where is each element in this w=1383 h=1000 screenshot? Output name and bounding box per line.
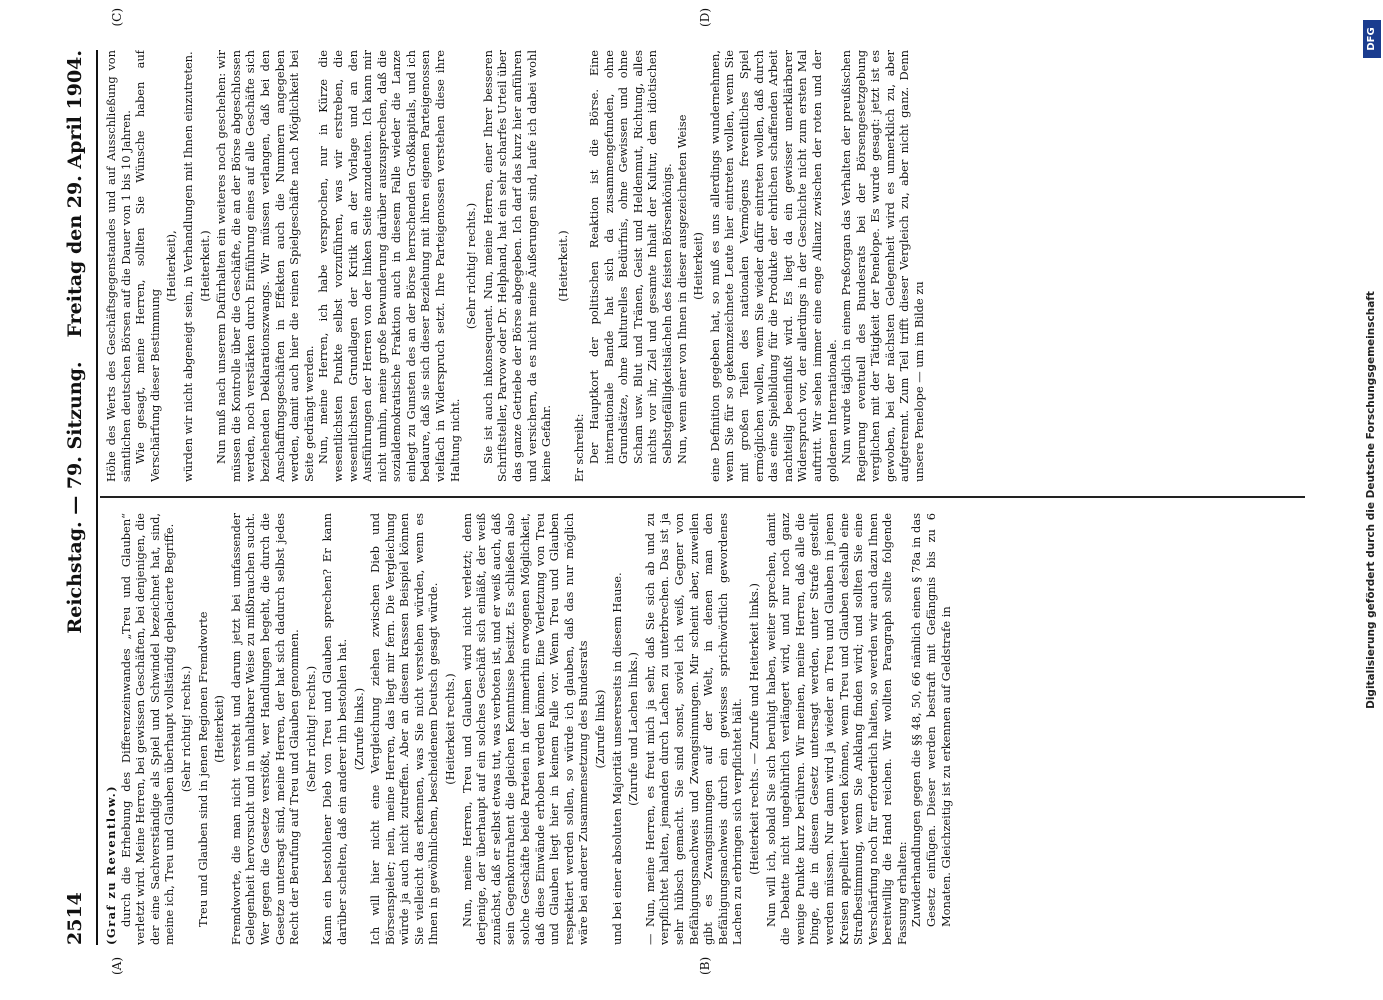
interjection: (Zurufe links.) xyxy=(351,687,366,771)
header-rule xyxy=(96,50,98,945)
paragraph: Er schreibt: xyxy=(572,413,587,482)
margin-marker-b: (B) xyxy=(698,956,712,975)
interjection: (Heiterkeit rechts.) xyxy=(443,673,458,785)
paragraph: eine Definition gegeben hat, so muß es uns allerdings wundernehmen, wenn Sie für so gekennzeichnete Leute hier eintreten wollen, wenn Sie mit großen Teilen des nationalen Vermögens freventliches Spiel ermöglichen wollen, wenn Sie wieder dafür eintreten wollen, daß durch das eine Spielbildung für die Produkte der ehrlichen schaffenden Arbeit nachteilig beeinflußt wird. Es liegt da ein gewisser unerklärbarer Widerspruch vor, der allerdings in der Geschichte nicht zum ersten Mal auftritt. Wir sehen immer eine enge Allianz zwischen der roten und der goldenen Internationale. xyxy=(707,50,839,482)
dfg-logo: DFG xyxy=(1363,20,1381,58)
margin-marker-d: (D) xyxy=(698,8,712,27)
paragraph: Zuwiderhandlungen gegen die §§ 48, 50, 66 nämlich einen § 78a in das Gesetz einfügen. Dieser werden bestraft mit Gefängnis bis zu 6 Monaten. Gleichzeitig ist zu erkennen auf Geldstrafe in xyxy=(909,513,953,927)
margin-marker-c: (C) xyxy=(110,8,124,27)
paragraph: Kann ein bestohlener Dieb von Treu und Glauben sprechen? Er kann darüber schelten, daß ein anderer ihn bestohlen hat. xyxy=(320,513,349,945)
paragraph: würden wir nicht abgeneigt sein, in Verhandlungen mit Ihnen einzutreten. xyxy=(180,51,195,482)
interjection: (Zurufe und Lachen links.) xyxy=(626,652,641,806)
paragraph: und bei einer absoluten Majorität unsererseits in diesem Hause. xyxy=(609,572,624,945)
paragraph: Ich will hier nicht eine Vergleichung ziehen zwischen Dieb und Börsenspieler; nein, meine Herren, das liegt mir fern. Die Vergleichung würde ja auch nicht zutreffen. Aber an diesem krassen Beispiel können Sie vielleicht das erkennen, was Sie nicht verstehen würden, wenn es Ihnen in gewöhnlichem, bescheidenem Deutsch gesagt würde. xyxy=(368,513,441,945)
interjection: (Zurufe links) xyxy=(593,689,607,769)
interjection: (Sehr richtig! rechts.) xyxy=(178,665,193,793)
interjection: (Heiterkeit rechts. — Zurufe und Heiterkeit links.) xyxy=(746,583,761,875)
paragraph: Nun, meine Herren, Treu und Glauben wird nicht verletzt; denn derjenige, der überhaupt auf ein solches Geschäft sich einläßt, der weiß zunächst, daß er selbst etwas tut, was verboten ist, und er weiß auch, daß sein Gegenkontrahent die gleichen Kenntnisse besitzt. Es schließen also solche Geschäfte beide Parteien in der immerhin erwogenen Möglichkeit, daß diese Einwände erhoben werden können. Eine Verletzung von Treu und Glauben liegt hier in keinem Falle vor. Wenn Treu und Glauben respektiert werden sollen, so würde ich glauben, daß das nur möglich wäre bei anderer Zusammensetzung des Bundesrats xyxy=(459,513,591,945)
interjection: (Heiterkeit) xyxy=(212,695,227,763)
margin-marker-a: (A) xyxy=(110,956,124,975)
paragraph: Nun, wenn einer von Ihnen in dieser ausgezeichneten Weise xyxy=(674,114,689,464)
paragraph: Nun, meine Herren, ich habe versprochen, nur in Kürze die wesentlichsten Punkte selbst vorzuführen, was wir erstreben, die wesentlichsten Grundlagen der Kritik an der Vorlage und an den Ausführungen der Herren von der linken Seite anzudeuten. Ich kann mir nicht umhin, meine große Bewunderung darüber auszusprechen, daß die sozialdemokratische Fraktion auch in diesem Falle wieder die Lanze einlegt zu Gunsten des an der Börse herrschenden Großkapitals, und ich bedaure, daß sie sich dieser Beziehung mit ihren eigenen Parteigenossen vielfach in Widerspruch setzt. Ihre Parteigenossen verstehen diese ihre Haltung nicht. xyxy=(316,50,462,482)
page-number: 2514 xyxy=(64,892,86,945)
paragraph: Wie gesagt, meine Herren, sollten Sie Wünsche haben auf Verschärfung dieser Bestimmung xyxy=(133,50,162,482)
left-column xyxy=(104,513,1304,945)
paragraph: Höhe des Werts des Geschäftsgegenstandes und auf Ausschließung von sämtlichen deutschen Börsen auf die Dauer von 1 bis 10 Jahren. xyxy=(104,50,133,482)
paragraph: Sie ist auch inkonsequent. Nun, meine Herren, einer Ihrer besseren Schriftsteller, Parvow oder Dr. Helphand, hat ein sehr scharfes Urteil über das ganze Getriebe der Börse abgegeben. Ich darf das kurz hier anführen und versichern, da es nicht meine Äußerungen sind, laufe ich dabei wohl keine Gefahr. xyxy=(480,50,554,482)
interjection: (Heiterkeit.) xyxy=(197,230,212,302)
interjection: (Sehr richtig! rechts.) xyxy=(464,202,479,330)
paragraph: Nun wurde täglich in einem Preßorgan das Verhalten der preußischen Regierung eventuell des Bundesrats bei der Börsengesetzgebung verglichen mit der Tätigkeit der Penelope. Es wurde gesagt: jetzt ist es gewoben, bei der nächsten Gelegenheit wird es unmerklich zu, aber aufgetrennt. Zum Teil trifft dieser Vergleich zu, aber nicht ganz. Denn unsere Penelope — um im Bilde zu xyxy=(839,50,927,482)
paragraph: Der Hauptkort der politischen Reaktion ist die Börse. Eine internationale Bande hat sich da zusammengefunden, ohne Grundsätze, ohne kulturelles Bedürfnis, ohne Gewissen und ohne Scham usw. Blut und Tränen, Geist und Heldenmut, Richtung, alles nichts vor ihr, Ziel und gesamte Inhalt der Kultur, dem idiotischen Selbstgefälligkeitslächeln des feisten Börsenkönigs. xyxy=(587,50,674,464)
column-divider xyxy=(100,496,1305,498)
right-column xyxy=(104,50,1304,482)
paragraph: Fremdworte, die man nicht versteht und darum jetzt bei umfassender Gelegenheit hervorsucht und in unhaltbarer Weise zu mißbrauchen sucht. Wer gegen die Gesetze verstößt, wer Handlungen begeht, die durch die Gesetze untersagt sind, meine Herren, der hat sich dadurch selbst jedes Recht der Berufung auf Treu und Glauben genommen. xyxy=(228,513,302,945)
interjection: (Heiterkeit) xyxy=(691,232,706,300)
interjection: (Heiterkeit.) xyxy=(555,230,570,302)
digitization-credit: Digitalisierung gefördert durch die Deutsche Forschungsgemeinschaft xyxy=(1365,291,1377,709)
paragraph: Nun will ich, sobald Sie sich beruhigt haben, weiter sprechen, damit die Debatte nicht ungebührlich verlängert wird, und nur noch ganz wenige Punkte kurz berühren. Wir meinen, meine Herren, daß alle die Dinge, die in diesem Gesetz untersagt werden, unter Strafe gestellt werden müssen. Nur dann wird ja wieder an Treu und Glauben in jenen Kreisen appelliert werden können, wenn Treu und Glauben deshalb eine Strafbestimmung, wenn Sie Anklang finden wird; und sollten Sie eine Verschärfung noch für erforderlich halten, so werden wir auch dazu Ihnen bereitwillig die Hand reichen. Wir wollten Paragraph sollte folgende Fassung erhalten: xyxy=(763,513,909,945)
paragraph: durch die Erhebung des Differenzeinwandes „Treu und Glauben“ verletzt wird. Meine Herren, bei gewissen Geschäften, bei denjenigen, die der eine Sachverständige als Spiel und Schwindel bezeichnet hat, sind, meine ich, Treu und Glauben überhaupt vollständig deplacierte Begriffe. xyxy=(118,513,177,945)
paragraph: — Nun, meine Herren, es freut mich ja sehr, daß Sie sich ab und zu verpflichtet halten, jemanden durch Lachen zu unterbrechen. Das ist ja sehr hübsch gemacht. Sie sind sonst, soviel ich weiß, Gegner von Befähigungsnachweis und Zwangsinnungen. Mir scheint aber, zuweilen gibt es Zwangsinnungen auf der Welt, in denen man den Befähigungsnachweis durch ein gewisses sprichwörtlich gewordenes Lachen zu erbringen sich verpflichtet hält. xyxy=(642,513,745,945)
interjection: (Heiterkeit), xyxy=(164,230,179,302)
running-header xyxy=(58,50,92,945)
session-date: Freitag den 29. April 1904. xyxy=(64,50,86,338)
page-content xyxy=(58,8,1308,975)
speaker-name: (Graf zu Reventlow.) xyxy=(104,784,118,945)
paragraph: Treu und Glauben sind in jenen Regionen Fremdworte xyxy=(195,611,210,927)
paragraph: Nun muß nach unserem Dafürhalten ein weiteres noch geschehen: wir müssen die Kontrolle über die Geschäfte, die an der Börse abgeschlossen werden, noch verstärken durch Einführung eines auf alle Geschäfte sich beziehenden Deklarationszwangs. Wir müssen verlangen, daß bei den Anschaffungsgeschäften in Effekten auch die Nummern angegeben werden, damit auch hier die reinen Spielgeschäfte nach Möglichkeit bei Seite gedrängt werden. xyxy=(214,50,316,482)
session-title: Reichstag. — 79. Sitzung. xyxy=(64,361,86,634)
interjection: (Sehr richtig! rechts.) xyxy=(303,665,318,793)
